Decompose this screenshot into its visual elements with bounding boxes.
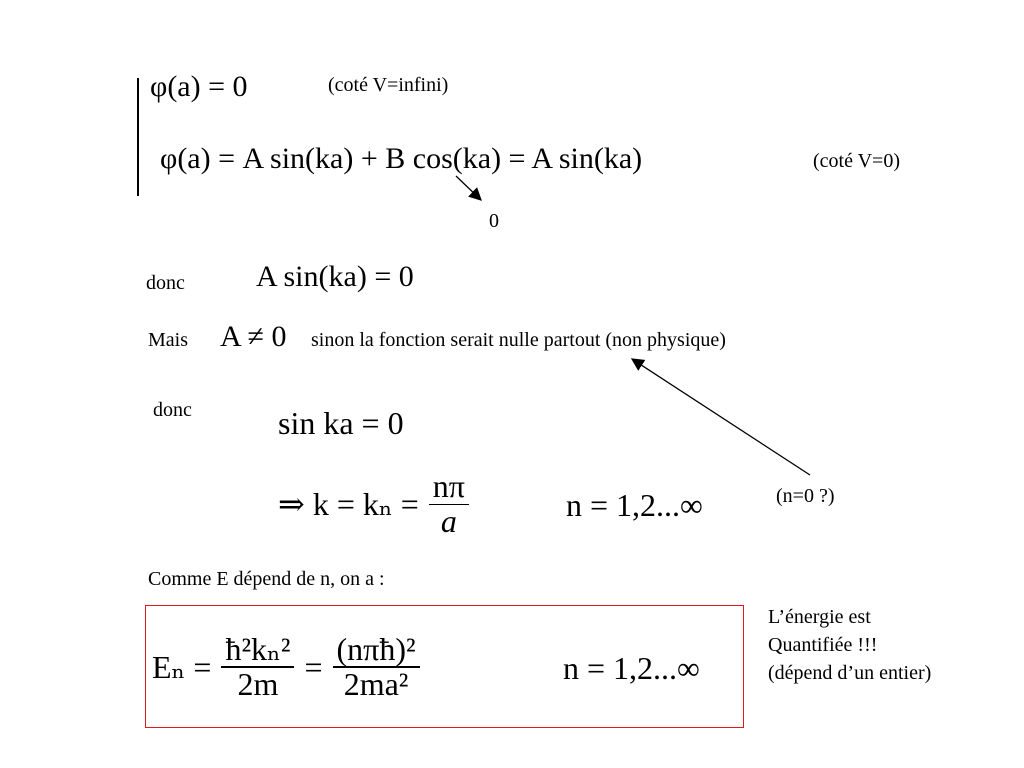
n-zero-question: (n=0 ?) (776, 485, 835, 507)
energy-lhs: Eₙ = (152, 649, 212, 685)
donc-label-2: donc (153, 399, 192, 421)
energy-note-line-2: Quantifiée !!! (768, 634, 878, 656)
energy-fraction-1-den: 2m (237, 665, 279, 702)
energy-equals: = (304, 648, 323, 685)
cos-term-zero-label: 0 (489, 210, 499, 232)
energy-fraction-2-num: (nπħ)² (336, 630, 416, 667)
energy-note-line-3: (dépend d’un entier) (768, 662, 932, 684)
equation-boundary-zero: φ(a) = A sin(ka) + B cos(ka) = A sin(ka) (160, 142, 643, 175)
mais-label: Mais (148, 329, 188, 351)
note-infinite-side: (coté V=infini) (328, 74, 449, 96)
equation-a-sin-ka: A sin(ka) = 0 (256, 260, 414, 293)
mais-explanation: sinon la fonction serait nulle partout (non physique) (311, 329, 726, 351)
equation-sin-ka: sin ka = 0 (278, 405, 404, 441)
kn-range: n = 1,2...∞ (566, 487, 703, 523)
energy-fraction-1-num: ħ²kₙ² (225, 630, 291, 667)
kn-numerator: nπ (432, 468, 465, 504)
equation-a-nonzero: A ≠ 0 (220, 320, 287, 353)
kn-lhs: ⇒ k = kₙ = (278, 486, 419, 523)
donc-label-1: donc (146, 272, 185, 294)
energy-range: n = 1,2...∞ (563, 650, 700, 686)
arrow-to-zero (456, 176, 481, 200)
kn-denominator: a (440, 503, 457, 540)
note-zero-side: (coté V=0) (813, 150, 900, 172)
energy-fraction-2-den: 2ma² (343, 665, 409, 702)
arrow-to-non-physique (632, 359, 810, 475)
energy-note-line-1: L’énergie est (768, 606, 871, 628)
equation-boundary-infinite: φ(a) = 0 (150, 70, 248, 103)
comme-label: Comme E dépend de n, on a : (148, 568, 385, 590)
